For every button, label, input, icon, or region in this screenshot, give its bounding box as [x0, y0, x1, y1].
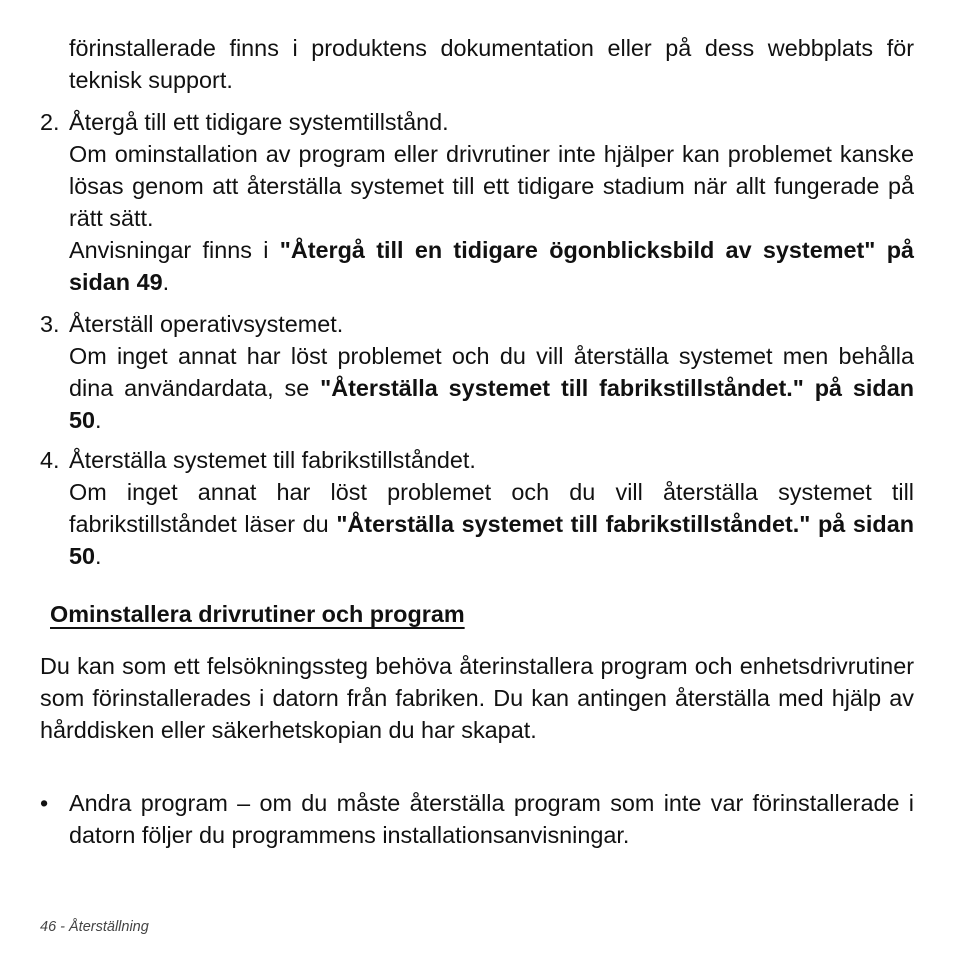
step-4-number: 4.	[40, 447, 60, 473]
step-3-reference-link[interactable]: "Återställa systemet till fabrikstillståndet." på sidan 50	[69, 375, 915, 433]
step-3-paragraph-text: Om inget annat har löst problemet och du vill återställa systemet men behålla dina användardata, se	[69, 343, 914, 401]
step-2-reference-link[interactable]: "Återgå till en tidigare ögonblicksbild av systemet" på sidan 49	[69, 237, 914, 295]
page-footer: 46 - Återställning	[40, 919, 149, 935]
step-4-paragraph-text: Om inget annat har löst problemet och du vill återställa systemet till fabrikstillståndet läser du	[69, 479, 914, 537]
section-heading: Ominstallera drivrutiner och program	[50, 601, 465, 627]
step-2-reference-end: .	[162, 269, 170, 295]
step-4-heading: Återställa systemet till fabrikstillståndet.	[69, 447, 476, 473]
step-3-paragraph-end: .	[95, 407, 102, 433]
step-2-number: 2.	[40, 109, 60, 135]
step-3-number: 3.	[40, 311, 60, 337]
step-4-paragraph-end: .	[95, 543, 102, 569]
bullet-marker: •	[40, 790, 49, 816]
step-4-reference-link[interactable]: "Återställa systemet till fabrikstillståndet." på sidan 50	[69, 511, 914, 569]
section-paragraph: Du kan som ett felsökningssteg behöva återinstallera program och enhetsdrivrutiner som förinstallerades i datorn från fabriken. Du kan antingen återställa med hjälp av hårddisken eller säkerhetskopian du har skapat.	[40, 653, 914, 743]
step-4-paragraph	[69, 476, 914, 572]
continued-paragraph: förinstallerade finns i produktens dokumentation eller på dess webbplats för teknisk support.	[69, 35, 914, 93]
step-2-reference	[69, 234, 914, 298]
step-3-heading: Återställ operativsystemet.	[69, 311, 344, 337]
step-3-paragraph	[69, 340, 914, 436]
step-2-heading: Återgå till ett tidigare systemtillstånd.	[69, 109, 449, 135]
step-2-reference-text: Anvisningar finns i	[69, 237, 280, 263]
bullet-item: Andra program – om du måste återställa program som inte var förinstallerade i datorn följer du programmens installationsanvisningar.	[69, 790, 914, 848]
step-2-paragraph: Om ominstallation av program eller drivrutiner inte hjälper kan problemet kanske lösas genom att återställa systemet till ett tidigare stadium när allt fungerade på rätt sätt.	[69, 141, 914, 231]
